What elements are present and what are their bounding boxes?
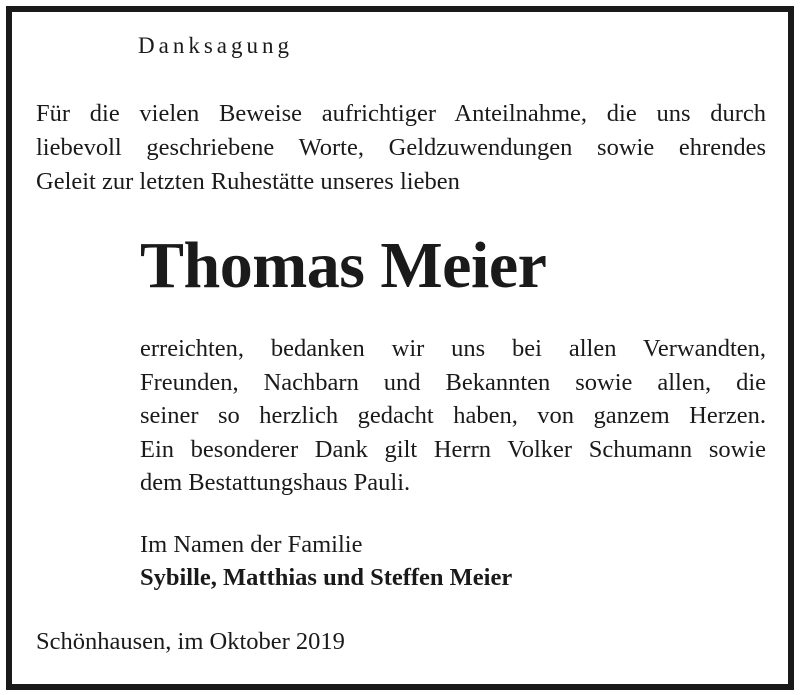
family-label: Im Namen der Familie (140, 531, 363, 558)
notice-heading: Danksagung (138, 33, 293, 58)
thanks-line: Ein besonderer Dank gilt Herrn Volker Schumann sowie (140, 435, 766, 463)
intro-line: Geleit zur letzten Ruhestätte unseres lieben (36, 168, 460, 195)
deceased-name: Thomas Meier (140, 229, 547, 302)
thanks-line: dem Bestattungshaus Pauli. (140, 469, 411, 496)
intro-line: Für die vielen Beweise aufrichtiger Anteilnahme, die uns durch (36, 100, 766, 127)
intro-line: liebevoll geschriebene Worte, Geldzuwendungen sowie ehrendes (36, 134, 766, 161)
place-date: Schönhausen, im Oktober 2019 (36, 628, 345, 655)
family-names: Sybille, Matthias und Steffen Meier (140, 564, 513, 591)
thanks-paragraph (140, 332, 766, 500)
thanks-line: erreichten, bedanken wir uns bei allen Verwandten, (140, 335, 766, 362)
intro-paragraph (36, 97, 766, 199)
thanks-line: Freunden, Nachbarn und Bekannten sowie allen, die (140, 368, 766, 396)
thanks-line: seiner so herzlich gedacht haben, von ganzem Herzen. (140, 402, 766, 429)
